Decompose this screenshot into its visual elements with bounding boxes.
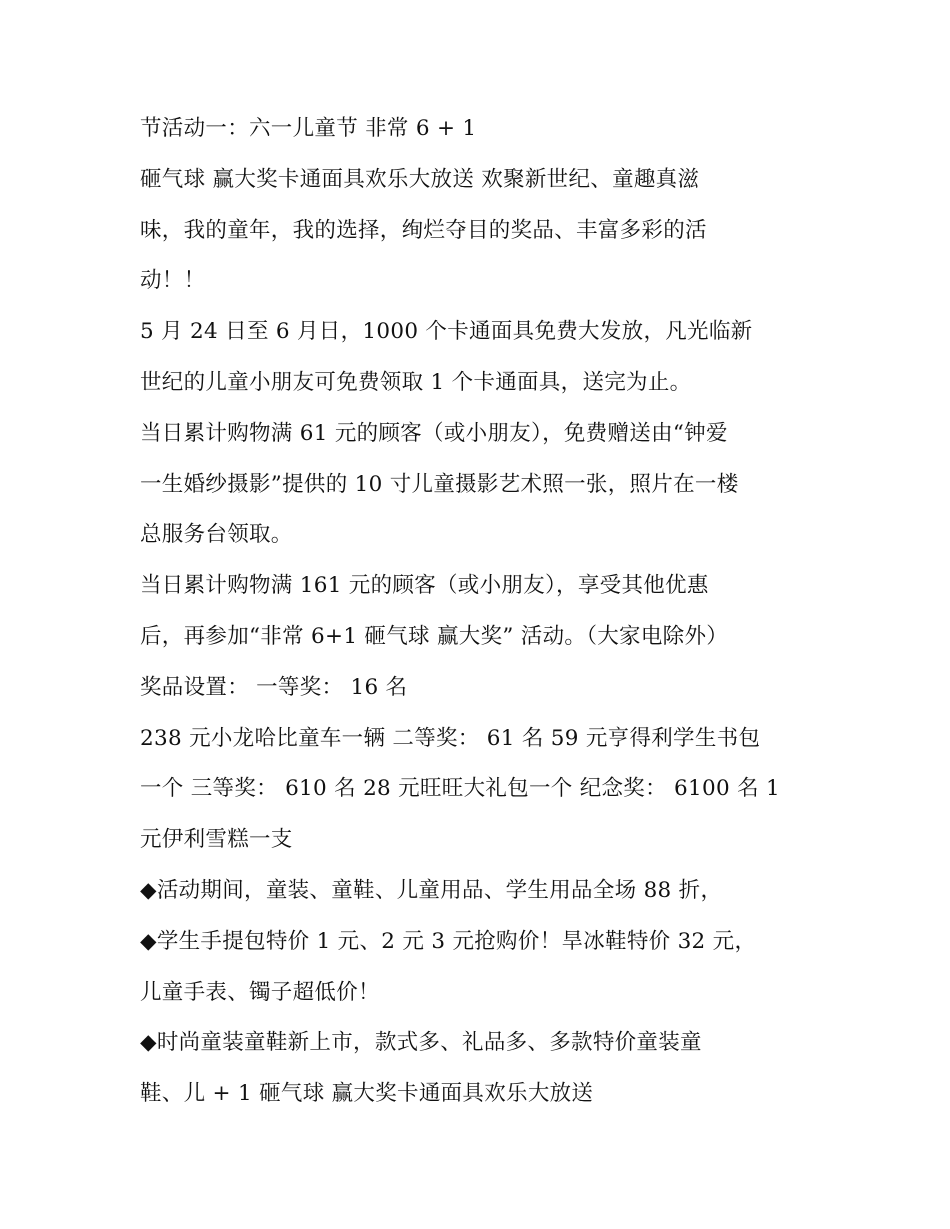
text-line: 砸气球 赢大奖卡通面具欢乐大放送 欢聚新世纪、童趣真滋 bbox=[140, 166, 700, 192]
text-line: 味，我的童年，我的选择，绚烂夺目的奖品、丰富多彩的活 bbox=[140, 217, 707, 243]
text-line: 元伊利雪糕一支 bbox=[140, 827, 293, 853]
text-line: 5 月 24 日至 6 月日，1000 个卡通面具免费大发放，凡光临新 bbox=[140, 319, 753, 345]
text-line: ◆时尚童装童鞋新上市，款式多、礼品多、多款特价童装童 bbox=[140, 1030, 702, 1056]
text-line: 鞋、儿 + 1 砸气球 赢大奖卡通面具欢乐大放送 bbox=[140, 1081, 594, 1107]
text-line: 世纪的儿童小朋友可免费领取 1 个卡通面具，送完为止。 bbox=[140, 369, 692, 395]
text-line: 节活动一：六一儿童节 非常 6 + 1 bbox=[140, 116, 477, 141]
text-line: 儿童手表、镯子超低价！ bbox=[140, 979, 380, 1005]
text-line: 一个 三等奖： 610 名 28 元旺旺大礼包一个 纪念奖： 6100 名 1 bbox=[140, 776, 780, 802]
text-line: 当日累计购物满 161 元的顾客（或小朋友），享受其他优惠 bbox=[140, 573, 709, 599]
document-body bbox=[140, 104, 820, 1120]
text-line: 当日累计购物满 61 元的顾客（或小朋友），免费赠送由“钟爱 bbox=[140, 420, 728, 446]
text-line: 奖品设置： 一等奖： 16 名 bbox=[140, 674, 408, 700]
text-line: 一生婚纱摄影”提供的 10 寸儿童摄影艺术照一张，照片在一楼 bbox=[140, 471, 739, 497]
text-line: 后，再参加“非常 6+1 砸气球 赢大奖” 活动。（大家电除外） bbox=[140, 623, 729, 649]
text-line: 动！！ bbox=[140, 268, 206, 294]
text-line: 238 元小龙哈比童车一辆 二等奖： 61 名 59 元亨得利学生书包 bbox=[140, 725, 761, 751]
text-line: 总服务台领取。 bbox=[140, 522, 293, 548]
text-line: ◆活动期间，童装、童鞋、儿童用品、学生用品全场 88 折， bbox=[140, 877, 723, 903]
text-line: ◆学生手提包特价 1 元、2 元 3 元抢购价！旱冰鞋特价 32 元， bbox=[140, 928, 757, 954]
